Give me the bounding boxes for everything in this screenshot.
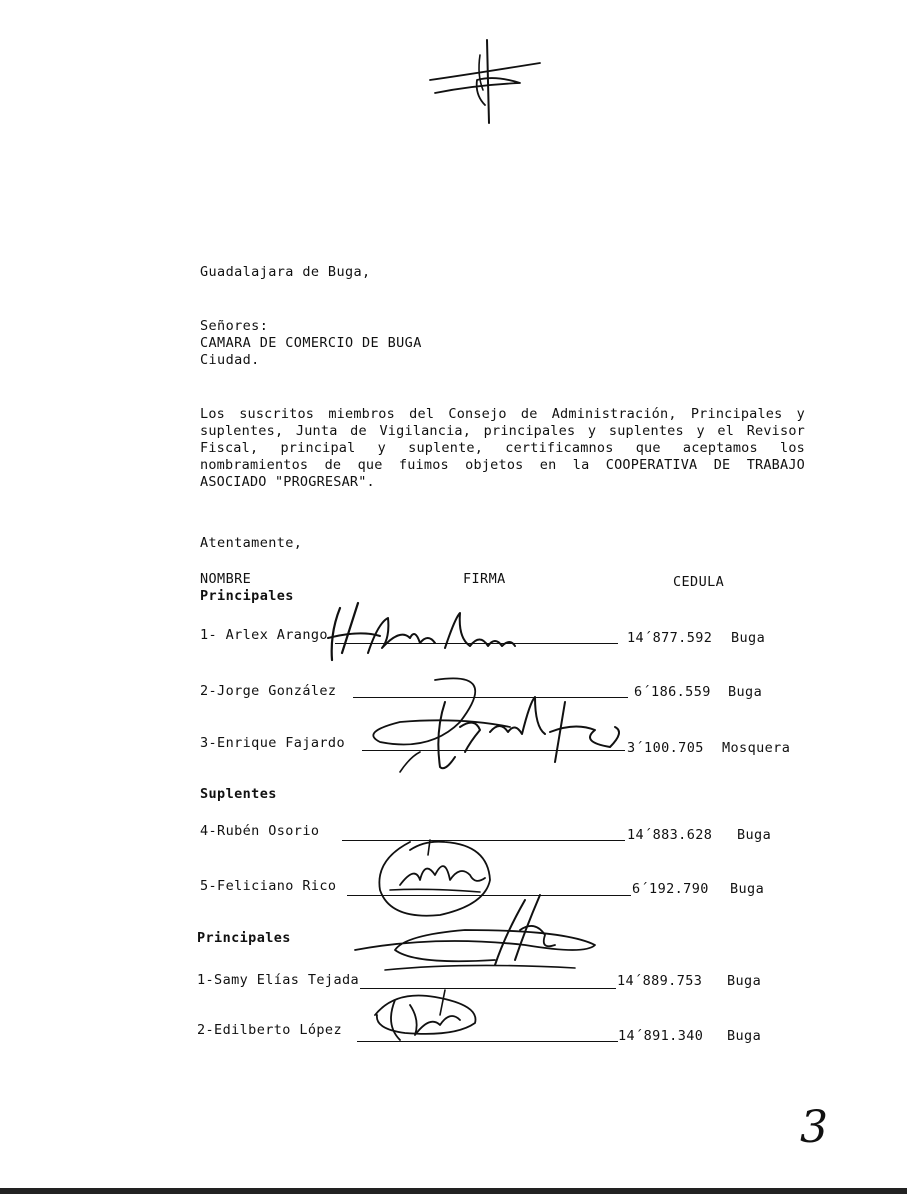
member-cedula: 14´891.340 bbox=[618, 1028, 704, 1044]
member-cedula: 3´100.705 bbox=[627, 740, 704, 756]
page-number: 3 bbox=[800, 1102, 828, 1153]
section-title: Principales bbox=[200, 588, 294, 604]
signature-edilberto-lopez bbox=[355, 985, 490, 1050]
signature-enrique-fajardo bbox=[340, 672, 640, 787]
place-date: Guadalajara de Buga, bbox=[200, 264, 371, 280]
member-city: Buga bbox=[737, 827, 772, 843]
signature-samy-elias-tejada bbox=[345, 890, 615, 990]
member-cedula: 6´186.559 bbox=[634, 684, 711, 700]
member-name: 5-Feliciano Rico bbox=[200, 878, 337, 894]
header-signature: FIRMA bbox=[463, 571, 506, 587]
member-name: 1- Arlex Arango bbox=[200, 627, 328, 643]
member-cedula: 14´877.592 bbox=[627, 630, 713, 646]
member-cedula: 14´889.753 bbox=[617, 973, 703, 989]
member-cedula: 6´192.790 bbox=[632, 881, 709, 897]
header-id: CEDULA bbox=[673, 574, 725, 590]
body-paragraph: Los suscritos miembros del Consejo de Administración, Principales y suplentes, Junta de Vigilancia, principales y suplentes y el Revisor Fiscal, principal y suplente, certificamnos que aceptamos los nombramientos de que fuimos objetos en la COOPERATIVA DE TRABAJO ASOCIADO "PROGRESAR". bbox=[200, 406, 805, 490]
signature-arlex-arango bbox=[320, 598, 530, 670]
header-initials-signature bbox=[425, 35, 555, 130]
recipient-organization: CAMARA DE COMERCIO DE BUGA bbox=[200, 335, 422, 351]
member-cedula: 14´883.628 bbox=[627, 827, 713, 843]
salutation: Señores: bbox=[200, 318, 269, 334]
member-city: Buga bbox=[727, 973, 762, 989]
member-name: 3-Enrique Fajardo bbox=[200, 735, 345, 751]
section-title: Suplentes bbox=[200, 786, 277, 802]
recipient-city: Ciudad. bbox=[200, 352, 260, 368]
closing: Atentamente, bbox=[200, 535, 303, 551]
section-title: Principales bbox=[197, 930, 291, 946]
member-city: Buga bbox=[727, 1028, 762, 1044]
member-city: Buga bbox=[730, 881, 765, 897]
member-name: 2-Jorge González bbox=[200, 683, 337, 699]
header-name: NOMBRE bbox=[200, 571, 252, 587]
member-city: Mosquera bbox=[722, 740, 791, 756]
member-name: 2-Edilberto López bbox=[197, 1022, 342, 1038]
member-name: 4-Rubén Osorio bbox=[200, 823, 320, 839]
scan-edge-border bbox=[0, 1188, 907, 1194]
member-name: 1-Samy Elías Tejada bbox=[197, 972, 360, 988]
member-city: Buga bbox=[731, 630, 766, 646]
member-city: Buga bbox=[728, 684, 763, 700]
